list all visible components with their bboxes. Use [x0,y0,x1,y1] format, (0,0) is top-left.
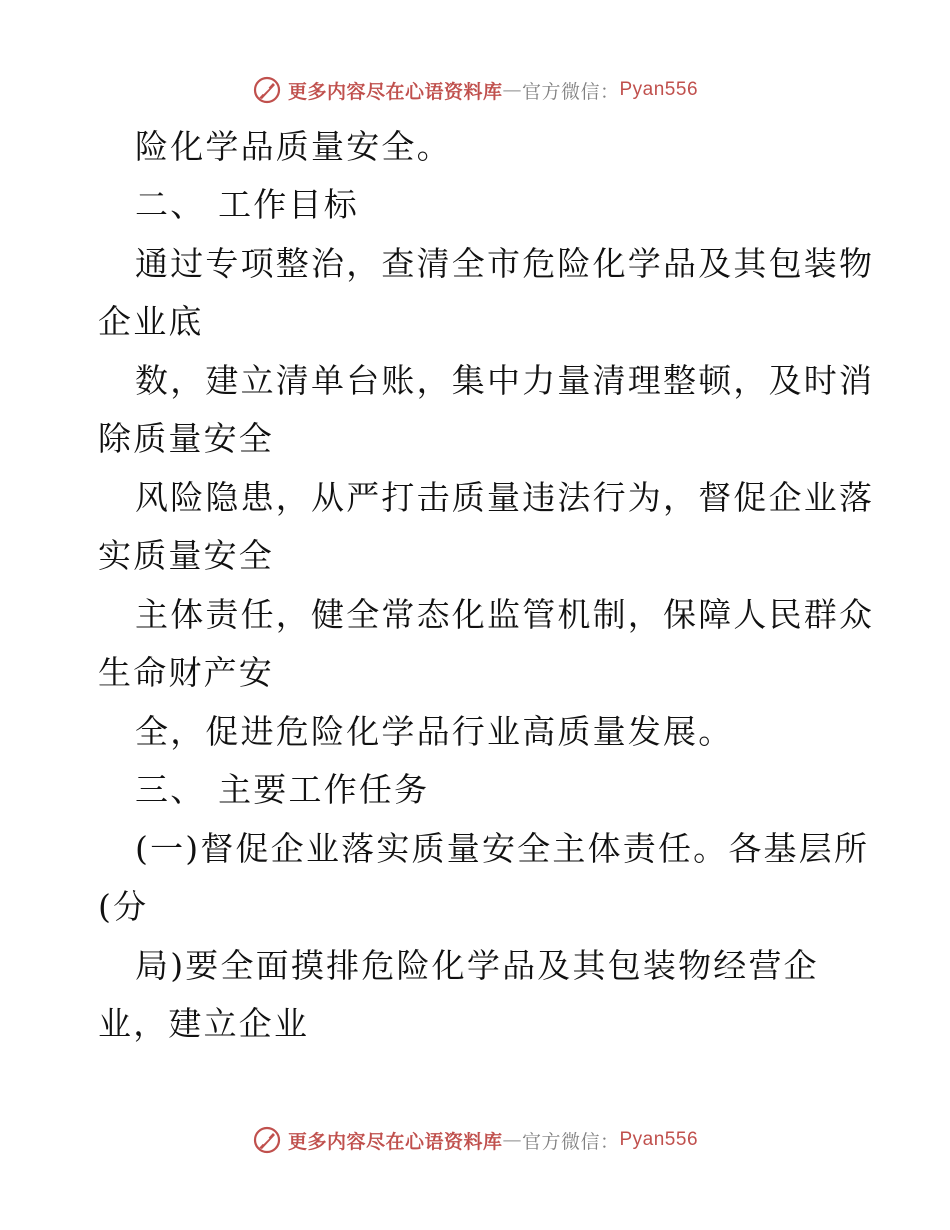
body-line: 局)要全面摸排危险化学品及其包装物经营企 [135,946,819,985]
body-line: 数，建立清单台账，集中力量清理整顿，及时消 [135,361,875,400]
watermark-separator: — [502,79,522,101]
watermark-separator: — [502,1129,522,1151]
body-line: (分 [98,887,149,926]
body-line: 企业底 [98,302,204,341]
watermark-wechat-id: Pyan556 [619,1129,699,1150]
body-line: 业，建立企业 [98,1004,310,1043]
body-line: 全，促进危险化学品行业高质量发展。 [135,712,734,751]
body-line: 风险隐患，从严打击质量违法行为，督促企业落 [135,478,875,517]
header-watermark [0,70,950,110]
body-line: 实质量安全 [98,536,274,575]
watermark-main-text: 更多内容尽在心语资料库 [287,80,503,103]
section-heading-goals: 二、 工作目标 [135,185,359,224]
watermark-wechat-id: Pyan556 [619,79,699,100]
body-line: (一)督促企业落实质量安全主体责任。各基层所 [135,829,870,868]
feather-logo-icon [252,1125,282,1155]
body-line: 通过专项整治，查清全市危险化学品及其包装物 [135,244,875,283]
watermark-label: 官方微信： [521,80,620,103]
body-line: 险化学品质量安全。 [135,127,452,166]
footer-watermark [0,1120,950,1160]
body-line: 除质量安全 [98,419,274,458]
watermark-label: 官方微信： [521,1130,620,1153]
feather-logo-icon [252,75,282,105]
section-heading-tasks: 三、 主要工作任务 [135,770,430,809]
body-line: 主体责任，健全常态化监管机制，保障人民群众 [135,595,875,634]
watermark-main-text: 更多内容尽在心语资料库 [287,1130,503,1153]
body-line: 生命财产安 [98,653,274,692]
